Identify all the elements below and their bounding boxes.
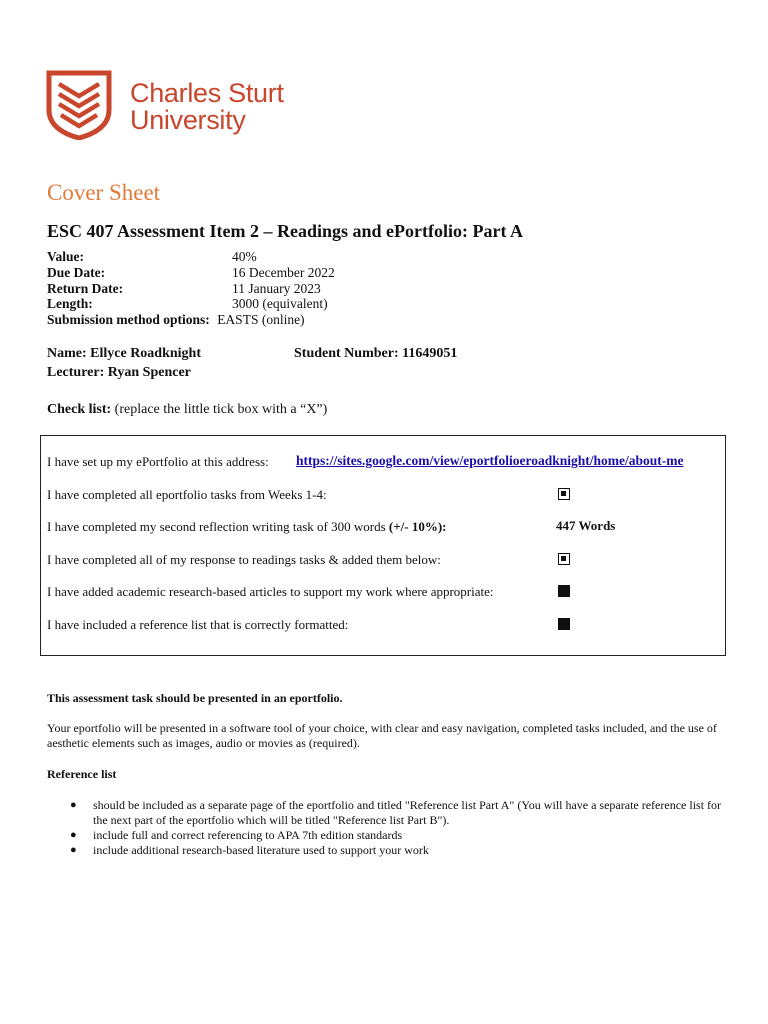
checklist-item-eportfolio: I have set up my ePortfolio at this address: <box>47 454 269 469</box>
due-date-row <box>47 265 447 281</box>
checklist-item-reference-list: I have included a reference list that is correctly formatted: <box>47 617 349 632</box>
word-count: 447 Words <box>556 518 616 533</box>
checkbox-reference-list[interactable] <box>558 618 570 630</box>
bullet-item: include full and correct referencing to APA 7th edition standards <box>93 828 403 842</box>
checklist-item-reflection <box>47 519 446 535</box>
university-name-line1: Charles Sturt <box>130 78 284 108</box>
cover-sheet-title: Cover Sheet <box>47 180 161 205</box>
value-row <box>47 249 447 265</box>
university-name-line2: University <box>130 105 246 135</box>
university-crest-logo <box>46 70 112 140</box>
reference-list-heading: Reference list <box>47 767 117 781</box>
checkbox-articles[interactable] <box>558 585 570 597</box>
assessment-title: ESC 407 Assessment Item 2 – Readings and ePortfolio: Part A <box>47 221 523 241</box>
due-date-label: Due Date: <box>47 265 106 280</box>
checklist-instruction: (replace the little tick box with a “X”) <box>114 402 328 417</box>
reflection-tolerance: (+/- 10%): <box>388 519 447 534</box>
due-date-text: 16 December 2022 <box>232 265 335 280</box>
submission-row <box>47 312 447 328</box>
eportfolio-link[interactable]: https://sites.google.com/view/eportfolioeroadknight/home/about-me <box>296 453 684 468</box>
bullet-icon: ● <box>70 829 77 841</box>
bullet-icon: ● <box>70 799 77 811</box>
value-label: Value: <box>47 249 85 264</box>
bullet-item: should be included as a separate page of the eportfolio and titled "Reference list Part A" (You will have a separate reference list for the next part of the eportfolio which will be titled "Reference list Part B"). <box>93 798 722 827</box>
checkbox-readings-marked[interactable] <box>558 553 570 565</box>
lecturer-name: Lecturer: Ryan Spencer <box>47 365 191 380</box>
checklist-intro <box>47 402 327 418</box>
bullet-item: include additional research-based literature used to support your work <box>93 843 429 857</box>
return-date-text: 11 January 2023 <box>232 281 321 296</box>
submission-label: Submission method options: <box>47 312 210 327</box>
return-date-row <box>47 281 447 297</box>
return-date-label: Return Date: <box>47 281 124 296</box>
length-label: Length: <box>47 296 93 311</box>
checklist-item-weeks: I have completed all eportfolio tasks from Weeks 1-4: <box>47 487 327 502</box>
length-text: 3000 (equivalent) <box>232 296 328 311</box>
bullet-icon: ● <box>70 844 77 856</box>
length-row <box>47 296 447 312</box>
student-number: Student Number: 11649051 <box>294 346 458 361</box>
checklist-item-readings: I have completed all of my response to readings tasks & added them below: <box>47 552 441 567</box>
checkbox-weeks-marked[interactable] <box>558 488 570 500</box>
presentation-paragraph: Your eportfolio will be presented in a software tool of your choice, with clear and easy navigation, completed tasks included, and the use of aesthetic elements such as images, audio or movies as (required). <box>47 721 717 750</box>
presentation-heading: This assessment task should be presented in an eportfolio. <box>47 691 343 705</box>
checklist-item-articles: I have added academic research-based articles to support my work where appropriate: <box>47 584 494 599</box>
student-name: Name: Ellyce Roadknight <box>47 346 201 361</box>
value-text: 40% <box>232 249 257 264</box>
checklist-label: Check list: <box>47 402 112 417</box>
reflection-text: I have completed my second reflection writing task of 300 words <box>47 519 389 534</box>
submission-text: EASTS (online) <box>217 312 305 327</box>
